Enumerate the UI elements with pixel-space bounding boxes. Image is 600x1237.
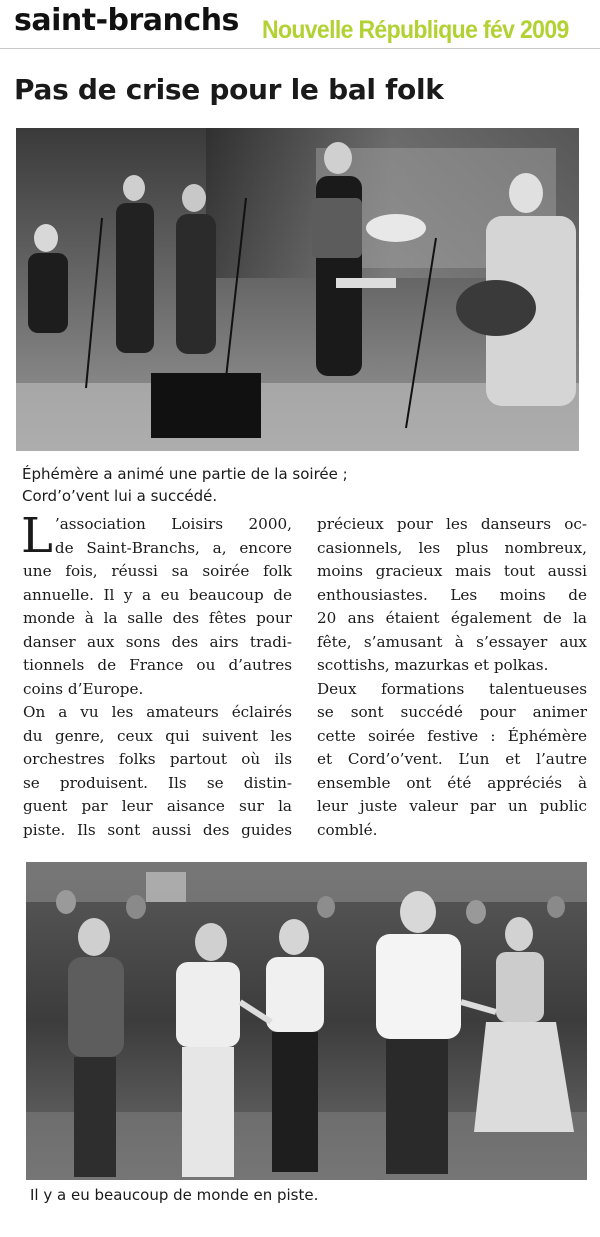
caption-line: Cord’o’vent lui a succédé. — [22, 487, 218, 505]
text-line: ensemble ont été appréciés à — [317, 773, 587, 792]
caption-line: Éphémère a animé une partie de la soirée ; — [22, 465, 348, 483]
photo-dancers-caption: Il y a eu beaucoup de monde en piste. — [30, 1186, 319, 1204]
photo-musicians-image — [16, 128, 579, 451]
photo-musicians-caption — [22, 463, 442, 507]
text-line: et Cord’o’vent. L’un et l’autre — [317, 750, 587, 768]
article-headline: Pas de crise pour le bal folk — [14, 73, 444, 106]
text-line: tionnels de France ou d’autres — [23, 656, 292, 674]
text-line: précieux pour les danseurs oc- — [317, 515, 587, 533]
text-line: scottishs, mazurkas et polkas. — [317, 656, 549, 674]
text-line: coins d’Europe. — [23, 679, 144, 698]
text-line: ’association Loisirs 2000, — [54, 515, 292, 533]
text-line: fête, s’amusant à s’essayer aux — [317, 632, 587, 651]
text-line: leur juste valeur par un public — [317, 797, 587, 815]
text-line: On a vu les amateurs éclairés — [23, 703, 292, 721]
text-line: Deux formations talentueuses — [317, 679, 587, 698]
text-line: se produisent. Ils se distin- — [23, 773, 292, 792]
text-line: guent par leur aisance sur la — [23, 797, 292, 815]
text-line: se sont succédé pour animer — [317, 703, 587, 721]
text-line: comblé. — [317, 820, 378, 839]
source-label: Nouvelle République fév 2009 — [262, 16, 569, 44]
text-line: de Saint-Branchs, a, encore — [54, 538, 292, 557]
text-line: cette soirée festive : Éphémère — [317, 726, 587, 745]
text-line: piste. Ils sont aussi des guides — [23, 820, 292, 839]
photo-dancers — [26, 862, 587, 1180]
text-line: annuelle. Il y a eu beaucoup de — [23, 585, 292, 604]
article-column-1 — [21, 508, 292, 842]
text-line: orchestres folks partout où ils — [23, 750, 292, 768]
photo-musicians — [16, 128, 579, 451]
photo-dancers-image — [26, 862, 587, 1180]
text-line: 20 ans étaient également de la — [317, 609, 587, 627]
drop-cap: L — [21, 508, 53, 564]
text-line: casionnels, les plus nombreux, — [317, 538, 587, 557]
text-line: une fois, réussi sa soirée folk — [23, 562, 292, 580]
header-divider — [0, 48, 600, 49]
text-line: du genre, ceux qui suivent les — [23, 726, 292, 745]
town-heading: saint-branchs — [14, 3, 239, 38]
text-line: enthousiastes. Les moins de — [317, 585, 587, 604]
text-line: moins gracieux mais tout aussi — [317, 562, 587, 580]
article-column-2 — [317, 513, 587, 842]
text-line: danser aux sons des airs tradi- — [23, 632, 292, 651]
text-line: monde à la salle des fêtes pour — [23, 609, 292, 627]
